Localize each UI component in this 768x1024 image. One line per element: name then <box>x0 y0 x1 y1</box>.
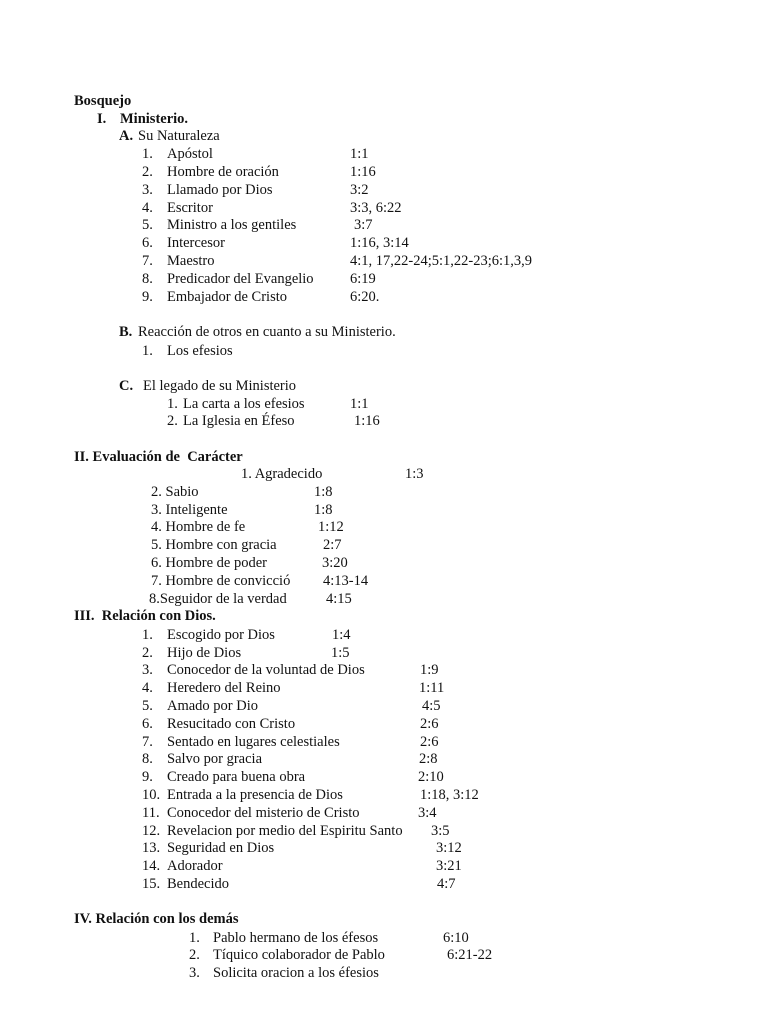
list-item-ref: 1:16 <box>350 164 376 180</box>
section-3-heading: III. Relación con Dios. <box>74 608 216 624</box>
list-item-text: Apóstol <box>167 146 213 162</box>
list-item-number: 2. <box>142 645 153 661</box>
list-item-text: Escritor <box>167 200 213 216</box>
list-item-ref: 6:19 <box>350 271 376 287</box>
list-item-text: Los efesios <box>167 343 233 359</box>
list-item-ref: 1:4 <box>332 627 351 643</box>
list-item-number: 7. <box>142 253 153 269</box>
list-item-number: 6. <box>142 235 153 251</box>
list-item-number: 3. <box>142 182 153 198</box>
list-item-number: 1. <box>142 627 153 643</box>
list-item-ref: 3:21 <box>436 858 462 874</box>
document-title: Bosquejo <box>74 93 132 109</box>
list-item-text: Adorador <box>167 858 223 874</box>
subsection-c-letter: C. <box>119 378 134 394</box>
list-item-ref: 2:6 <box>420 716 439 732</box>
list-item-ref: 1:8 <box>314 484 333 500</box>
list-item-ref: 3:7 <box>354 217 373 233</box>
list-item-ref: 2:8 <box>419 751 438 767</box>
list-item-ref: 2:10 <box>418 769 444 785</box>
subsection-a-letter: A. <box>119 128 134 144</box>
list-item-number: 9. <box>142 289 153 305</box>
list-item-number: 4. <box>142 680 153 696</box>
list-item-text: Resucitado con Cristo <box>167 716 296 732</box>
list-item-text: 6. Hombre de poder <box>151 555 267 571</box>
list-item-text: Sentado en lugares celestiales <box>167 734 340 750</box>
list-item-text: Revelacion por medio del Espiritu Santo <box>167 823 403 839</box>
list-item-text: Conocedor de la voluntad de Dios <box>167 662 365 678</box>
list-item-text: Pablo hermano de los éfesos <box>213 930 379 946</box>
list-item-ref: 4:13-14 <box>323 573 369 589</box>
list-item-text: 8.Seguidor de la verdad <box>149 591 287 607</box>
list-item-text: Solicita oracion a los éfesios <box>213 965 379 981</box>
list-item-text: 4. Hombre de fe <box>151 519 246 535</box>
list-item-text: 2. Sabio <box>151 484 199 500</box>
list-item-number: 11. <box>142 805 160 821</box>
list-item-ref: 3:3, 6:22 <box>350 200 402 216</box>
list-item-text: Amado por Dio <box>167 698 259 714</box>
list-item-number: 3. <box>142 662 153 678</box>
list-item-text: Bendecido <box>167 876 230 892</box>
list-item-text: Intercesor <box>167 235 225 251</box>
list-item-ref: 4:1, 17,22-24;5:1,22-23;6:1,3,9 <box>350 253 533 269</box>
list-item-number: 1. <box>142 146 153 162</box>
list-item-ref: 3:2 <box>350 182 369 198</box>
list-item-text: 3. Inteligente <box>151 502 228 518</box>
list-item-number: 5. <box>142 698 153 714</box>
subsection-b-letter: B. <box>119 324 133 340</box>
list-item-number: 10. <box>142 787 161 803</box>
list-item-ref: 1:1 <box>350 396 369 412</box>
list-item-ref: 1:8 <box>314 502 333 518</box>
list-item-ref: 1:1 <box>350 146 369 162</box>
list-item-text: Entrada a la presencia de Dios <box>167 787 343 803</box>
list-item-number: 9. <box>142 769 153 785</box>
section-4-heading: IV. Relación con los demás <box>74 911 239 927</box>
list-item-ref: 1:3 <box>405 466 424 482</box>
list-item-text: 1. Agradecido <box>241 466 323 482</box>
list-item-number: 2. <box>189 947 200 963</box>
list-item-number: 2. <box>167 413 178 429</box>
list-item-text: 5. Hombre con gracia <box>151 537 277 553</box>
list-item-number: 7. <box>142 734 153 750</box>
list-item-ref: 1:16, 3:14 <box>350 235 409 251</box>
list-item-ref: 1:11 <box>419 680 445 696</box>
list-item-number: 1. <box>142 343 153 359</box>
list-item-text: Llamado por Dios <box>167 182 273 198</box>
list-item-text: 7. Hombre de convicció <box>151 573 291 589</box>
subsection-c-title: El legado de su Ministerio <box>143 378 297 394</box>
list-item-number: 8. <box>142 271 153 287</box>
list-item-ref: 2:7 <box>323 537 342 553</box>
list-item-ref: 3:4 <box>418 805 437 821</box>
list-item-text: La carta a los efesios <box>183 396 305 412</box>
list-item-number: 12. <box>142 823 161 839</box>
list-item-ref: 3:12 <box>436 840 462 856</box>
list-item-ref: 4:7 <box>437 876 456 892</box>
list-item-ref: 1:12 <box>318 519 344 535</box>
list-item-number: 8. <box>142 751 153 767</box>
list-item-text: Maestro <box>167 253 215 269</box>
list-item-ref: 1:16 <box>354 413 380 429</box>
list-item-ref: 1:5 <box>331 645 350 661</box>
subsection-b-title: Reacción de otros en cuanto a su Ministerio. <box>138 324 396 340</box>
list-item-number: 1. <box>167 396 178 412</box>
list-item-ref: 4:15 <box>326 591 352 607</box>
list-item-text: Seguridad en Dios <box>167 840 275 856</box>
list-item-text: Embajador de Cristo <box>167 289 288 305</box>
list-item-number: 14. <box>142 858 161 874</box>
list-item-text: La Iglesia en Éfeso <box>183 413 295 429</box>
list-item-ref: 6:20. <box>350 289 380 305</box>
list-item-text: Creado para buena obra <box>167 769 306 785</box>
list-item-number: 5. <box>142 217 153 233</box>
list-item-ref: 2:6 <box>420 734 439 750</box>
list-item-text: Predicador del Evangelio <box>167 271 314 287</box>
section-1-numeral: I. <box>97 111 107 127</box>
list-item-number: 1. <box>189 930 200 946</box>
list-item-number: 15. <box>142 876 161 892</box>
list-item-text: Ministro a los gentiles <box>167 217 297 233</box>
list-item-text: Tíquico colaborador de Pablo <box>213 947 385 963</box>
list-item-ref: 1:18, 3:12 <box>420 787 479 803</box>
list-item-number: 4. <box>142 200 153 216</box>
subsection-a-title: Su Naturaleza <box>138 128 220 144</box>
list-item-number: 3. <box>189 965 200 981</box>
list-item-ref: 4:5 <box>422 698 441 714</box>
list-item-text: Conocedor del misterio de Cristo <box>167 805 360 821</box>
list-item-text: Escogido por Dios <box>167 627 275 643</box>
list-item-number: 13. <box>142 840 161 856</box>
section-2-heading: II. Evaluación de Carácter <box>74 449 243 465</box>
list-item-ref: 3:20 <box>322 555 348 571</box>
list-item-ref: 1:9 <box>420 662 439 678</box>
section-1-heading: Ministerio. <box>120 111 189 127</box>
list-item-text: Salvo por gracia <box>167 751 263 767</box>
list-item-number: 2. <box>142 164 153 180</box>
list-item-text: Hombre de oración <box>167 164 279 180</box>
list-item-number: 6. <box>142 716 153 732</box>
list-item-ref: 3:5 <box>431 823 450 839</box>
list-item-ref: 6:21-22 <box>447 947 493 963</box>
list-item-ref: 6:10 <box>443 930 469 946</box>
list-item-text: Hijo de Dios <box>167 645 242 661</box>
list-item-text: Heredero del Reino <box>167 680 281 696</box>
